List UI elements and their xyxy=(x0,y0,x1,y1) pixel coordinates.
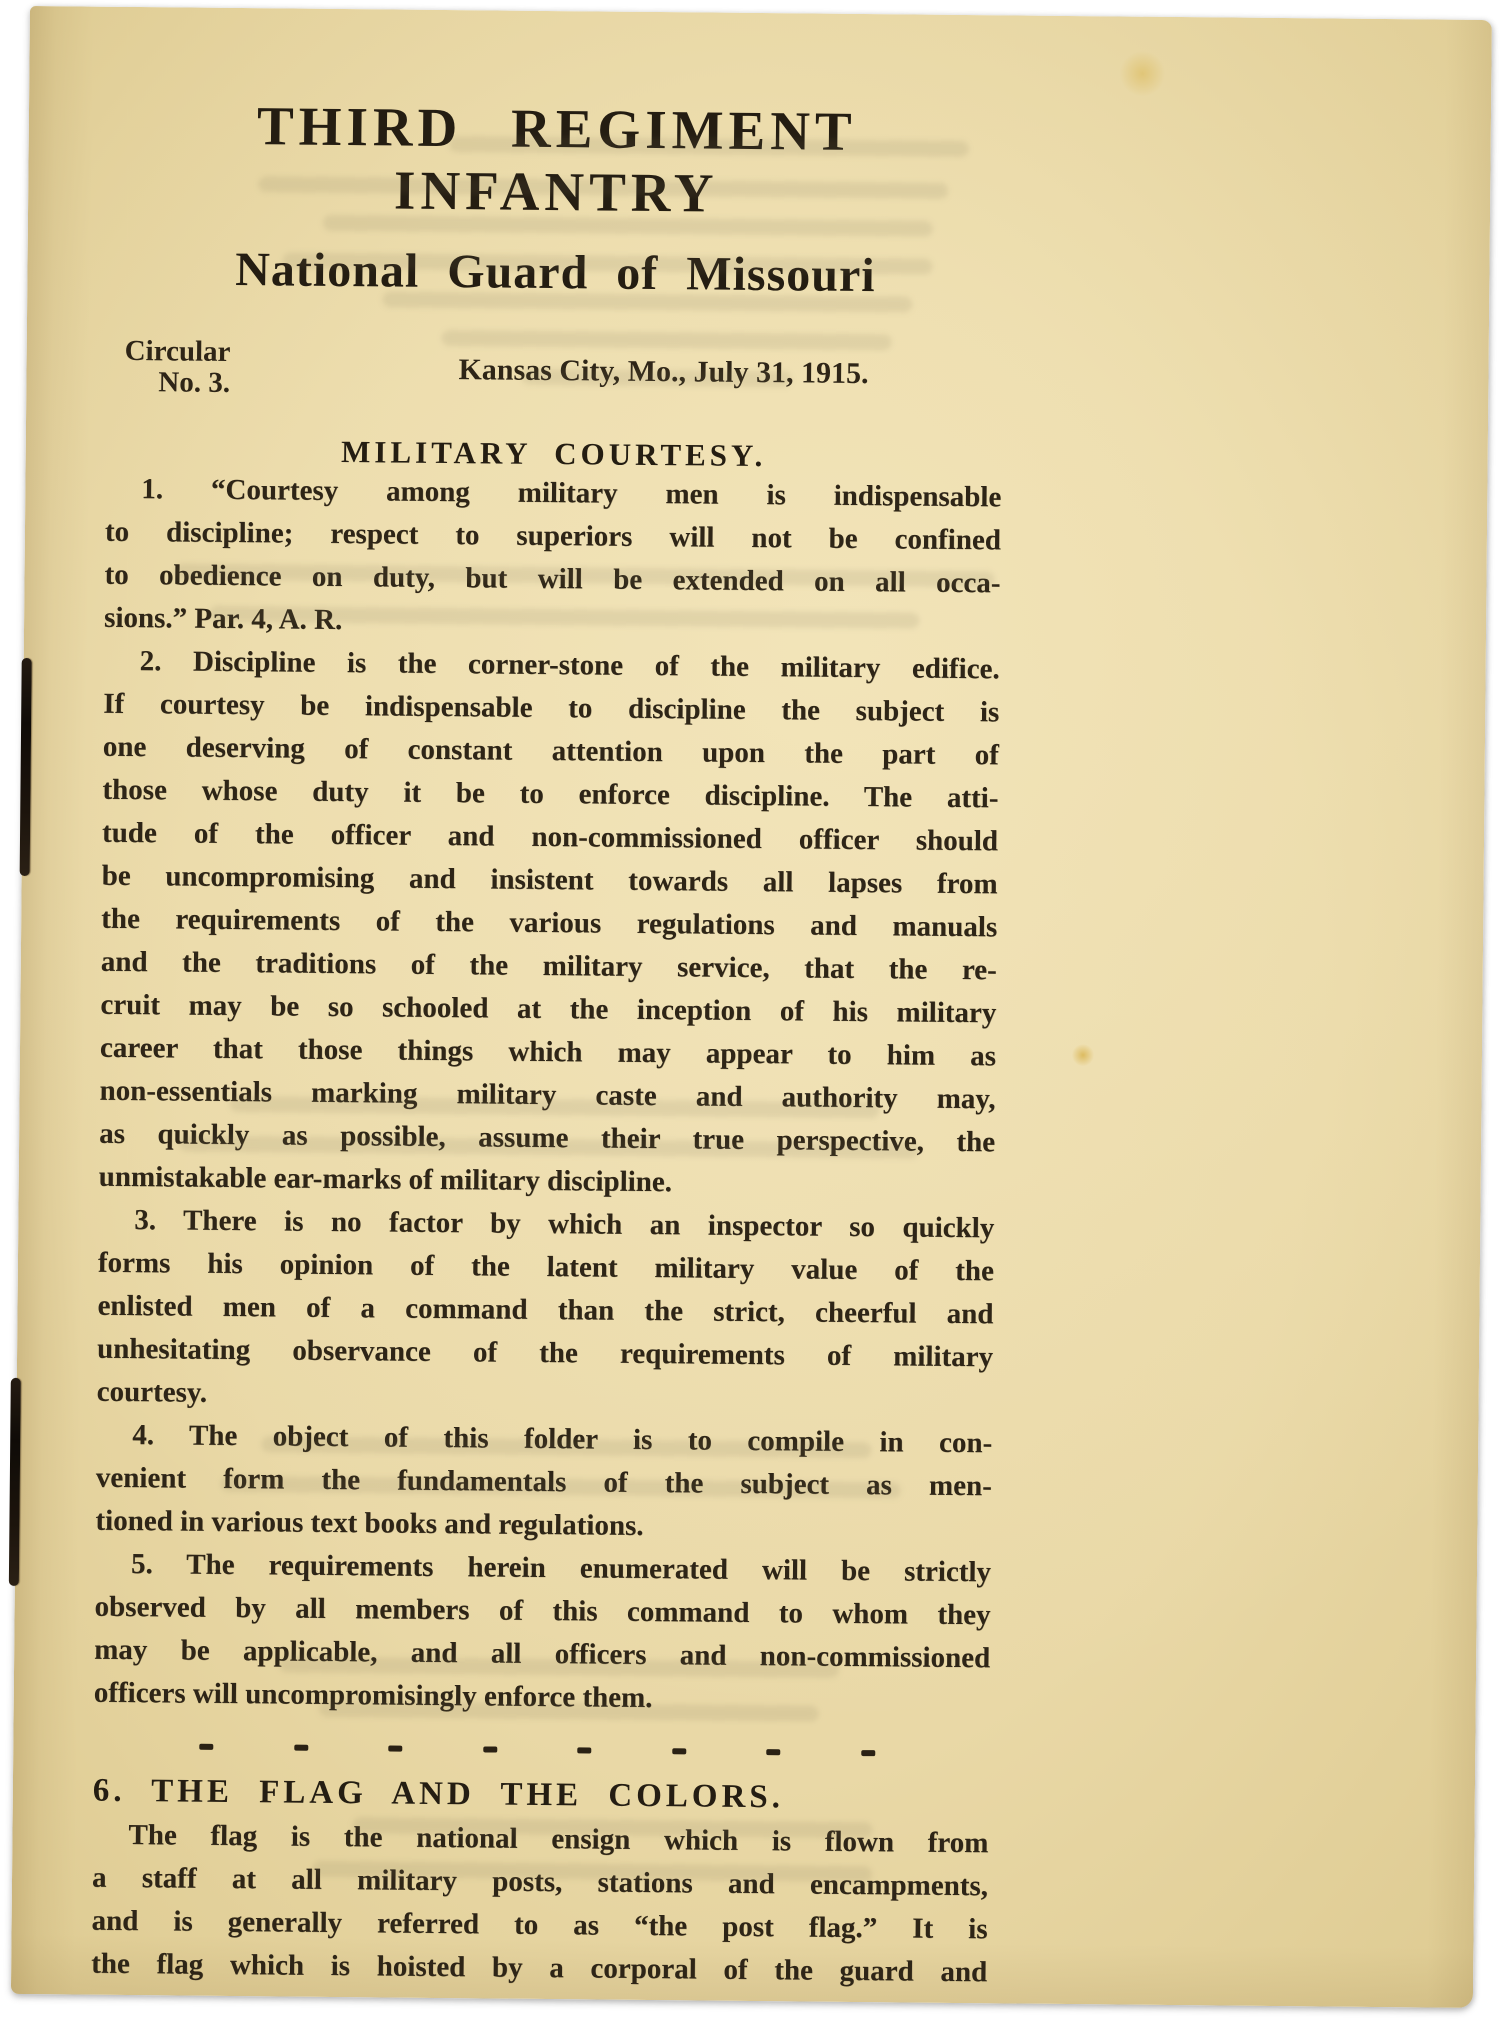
dash-mark xyxy=(294,1745,308,1751)
text-line: 3. There is no factor by which an inspector so quickly xyxy=(134,1204,995,1245)
text-line: observed by all members of this command to whom they xyxy=(94,1590,991,1632)
text-line: enlisted men of a command than the strict, cheerful and xyxy=(97,1289,994,1331)
page-title: THIRD REGIMENT INFANTRY xyxy=(256,95,857,224)
text-line: to discipline; respect to superiors will not be confined xyxy=(104,515,1002,557)
paragraph xyxy=(104,468,1002,649)
text-line: cruit may be so schooled at the inception of his military xyxy=(100,988,997,1030)
circular-label: Circular xyxy=(124,334,231,368)
text-line: the requirements of the various regulations and manuals xyxy=(101,902,998,944)
section-heading: 6. THE FLAG AND THE COLORS. xyxy=(92,1772,785,1816)
text-line: If courtesy be indispensable to discipline the subject is xyxy=(103,687,1000,729)
circular-number: No. 3. xyxy=(158,366,231,399)
dash-mark xyxy=(578,1747,592,1753)
text-line: sions.” Par. 4, A. R. xyxy=(103,601,343,637)
dash-mark xyxy=(672,1748,686,1754)
text-line: a staff at all military posts, stations and encampments, xyxy=(91,1861,989,1903)
dash-mark xyxy=(767,1749,781,1755)
circular-block xyxy=(124,336,230,399)
text-line: 4. The object of this folder is to compile in con- xyxy=(132,1419,993,1460)
text-line: those whose duty it be to enforce discipline. The atti- xyxy=(102,773,999,815)
paragraph xyxy=(99,640,1000,1208)
text-line: be uncompromising and insistent towards all lapses from xyxy=(101,859,998,901)
text-line: one deserving of constant attention upon the part of xyxy=(102,730,1000,772)
text-line: may be applicable, and all officers and non-commissioned xyxy=(94,1633,991,1675)
dash-mark xyxy=(388,1746,402,1752)
text-line: tioned in various text books and regulations. xyxy=(95,1504,644,1542)
staple-top xyxy=(20,658,32,876)
text-line: to obedience on duty, but will be extended on all occa- xyxy=(104,558,1001,600)
text-line: and is generally referred to as “the post flag.” It is xyxy=(91,1904,988,1946)
dash-mark xyxy=(483,1746,497,1752)
text-line: 5. The requirements herein enumerated will be strictly xyxy=(130,1548,992,1589)
text-line: and the traditions of the military service, that the re- xyxy=(100,945,997,987)
text-line: 2. Discipline is the corner-stone of the military edifice. xyxy=(139,645,1000,686)
text-line: non-essentials marking military caste and authority may, xyxy=(99,1074,996,1116)
text-line: unhesitating observance of the requirements of military xyxy=(96,1332,994,1374)
text-line: career that those things which may appear to him as xyxy=(99,1031,997,1073)
paragraph xyxy=(95,1414,992,1552)
paper-stain xyxy=(1119,50,1165,96)
text-line: officers will uncompromisingly enforce them. xyxy=(93,1676,653,1715)
text-line: as quickly as possible, assume their true perspective, the xyxy=(99,1117,996,1159)
text-line: 1. “Courtesy among military men is indispensable xyxy=(141,473,1002,514)
text-line: unmistakable ear-marks of military discipline. xyxy=(98,1160,673,1199)
text-line: courtesy. xyxy=(96,1375,208,1409)
text-line: forms his opinion of the latent military value of the xyxy=(97,1246,995,1288)
paragraph xyxy=(94,1543,992,1724)
section-heading: MILITARY COURTESY. xyxy=(340,434,767,474)
staple-bottom xyxy=(9,1378,21,1586)
paragraph xyxy=(91,1814,989,1995)
dash-mark xyxy=(861,1750,875,1756)
dash-mark xyxy=(199,1744,213,1750)
document-content xyxy=(91,7,1006,1995)
dateline: Kansas City, Mo., July 31, 1915. xyxy=(458,353,869,391)
paragraph xyxy=(96,1199,994,1423)
document-page xyxy=(11,6,1492,2008)
page-subtitle: National Guard of Missouri xyxy=(235,242,876,303)
text-line: tude of the officer and non-commissioned officer should xyxy=(101,816,999,858)
text-line: venient form the fundamentals of the subject as men- xyxy=(95,1461,992,1503)
paper-stain xyxy=(1072,1044,1094,1066)
masthead-meta xyxy=(106,336,1003,415)
text-line: The flag is the national ensign which is flown from xyxy=(128,1819,989,1860)
text-line: the flag which is hoisted by a corporal of the guard and xyxy=(91,1947,988,1989)
document-body xyxy=(91,432,1002,1995)
dash-separator xyxy=(199,1736,875,1764)
